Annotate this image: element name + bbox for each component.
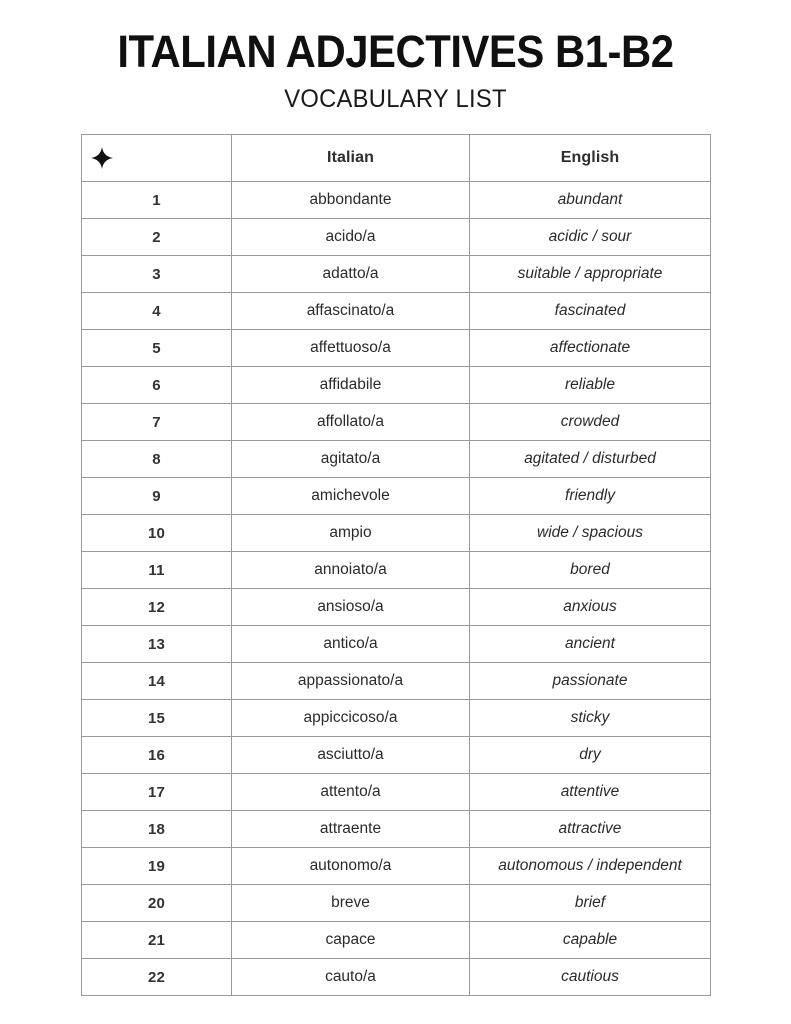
row-number: 18 bbox=[82, 811, 232, 848]
row-number: 20 bbox=[82, 885, 232, 922]
table-row bbox=[82, 626, 711, 663]
page-subtitle: VOCABULARY LIST bbox=[284, 85, 507, 113]
english-translation: dry bbox=[470, 737, 711, 774]
italian-word: amichevole bbox=[232, 478, 470, 515]
table-body bbox=[82, 182, 711, 996]
row-number: 10 bbox=[82, 515, 232, 552]
italian-word: antico/a bbox=[232, 626, 470, 663]
italian-word: capace bbox=[232, 922, 470, 959]
row-number: 16 bbox=[82, 737, 232, 774]
table-header-row bbox=[82, 135, 711, 182]
italian-word: affidabile bbox=[232, 367, 470, 404]
italian-word: abbondante bbox=[232, 182, 470, 219]
row-number: 21 bbox=[82, 922, 232, 959]
italian-word: affollato/a bbox=[232, 404, 470, 441]
table-row bbox=[82, 774, 711, 811]
row-number: 22 bbox=[82, 959, 232, 996]
italian-word: acido/a bbox=[232, 219, 470, 256]
english-translation: agitated / disturbed bbox=[470, 441, 711, 478]
row-number: 5 bbox=[82, 330, 232, 367]
english-translation: friendly bbox=[470, 478, 711, 515]
page-title: ITALIAN ADJECTIVES B1-B2 bbox=[117, 26, 674, 77]
row-number: 14 bbox=[82, 663, 232, 700]
italian-word: cauto/a bbox=[232, 959, 470, 996]
english-translation: cautious bbox=[470, 959, 711, 996]
row-number: 7 bbox=[82, 404, 232, 441]
italian-word: affettuoso/a bbox=[232, 330, 470, 367]
column-header-number bbox=[82, 135, 232, 182]
table-row bbox=[82, 589, 711, 626]
italian-word: ampio bbox=[232, 515, 470, 552]
english-translation: suitable / appropriate bbox=[470, 256, 711, 293]
table-header bbox=[82, 135, 711, 182]
table-row bbox=[82, 515, 711, 552]
table-row bbox=[82, 885, 711, 922]
row-number: 8 bbox=[82, 441, 232, 478]
english-translation: capable bbox=[470, 922, 711, 959]
english-translation: attractive bbox=[470, 811, 711, 848]
row-number: 4 bbox=[82, 293, 232, 330]
table-row bbox=[82, 737, 711, 774]
table-row bbox=[82, 404, 711, 441]
table-row bbox=[82, 478, 711, 515]
table-row bbox=[82, 441, 711, 478]
column-header-italian: Italian bbox=[232, 135, 470, 182]
italian-word: appassionato/a bbox=[232, 663, 470, 700]
table-row bbox=[82, 922, 711, 959]
row-number: 3 bbox=[82, 256, 232, 293]
english-translation: brief bbox=[470, 885, 711, 922]
table-row bbox=[82, 293, 711, 330]
english-translation: acidic / sour bbox=[470, 219, 711, 256]
english-translation: attentive bbox=[470, 774, 711, 811]
vocabulary-table bbox=[81, 134, 711, 996]
row-number: 2 bbox=[82, 219, 232, 256]
table-row bbox=[82, 182, 711, 219]
table-row bbox=[82, 256, 711, 293]
table-row bbox=[82, 219, 711, 256]
italian-word: appiccicoso/a bbox=[232, 700, 470, 737]
italian-word: adatto/a bbox=[232, 256, 470, 293]
table-row bbox=[82, 552, 711, 589]
table-row bbox=[82, 330, 711, 367]
table-row bbox=[82, 367, 711, 404]
english-translation: autonomous / independent bbox=[470, 848, 711, 885]
italian-word: breve bbox=[232, 885, 470, 922]
italian-word: affascinato/a bbox=[232, 293, 470, 330]
row-number: 17 bbox=[82, 774, 232, 811]
english-translation: reliable bbox=[470, 367, 711, 404]
table-row bbox=[82, 663, 711, 700]
italian-word: annoiato/a bbox=[232, 552, 470, 589]
row-number: 12 bbox=[82, 589, 232, 626]
row-number: 11 bbox=[82, 552, 232, 589]
row-number: 9 bbox=[82, 478, 232, 515]
italian-word: autonomo/a bbox=[232, 848, 470, 885]
english-translation: anxious bbox=[470, 589, 711, 626]
italian-word: asciutto/a bbox=[232, 737, 470, 774]
italian-word: agitato/a bbox=[232, 441, 470, 478]
table-row bbox=[82, 848, 711, 885]
row-number: 6 bbox=[82, 367, 232, 404]
english-translation: fascinated bbox=[470, 293, 711, 330]
title-block bbox=[0, 0, 791, 114]
row-number: 19 bbox=[82, 848, 232, 885]
english-translation: ancient bbox=[470, 626, 711, 663]
english-translation: abundant bbox=[470, 182, 711, 219]
table-row bbox=[82, 959, 711, 996]
english-translation: passionate bbox=[470, 663, 711, 700]
english-translation: crowded bbox=[470, 404, 711, 441]
italian-word: ansioso/a bbox=[232, 589, 470, 626]
english-translation: bored bbox=[470, 552, 711, 589]
four-point-star-icon bbox=[90, 146, 114, 170]
italian-word: attraente bbox=[232, 811, 470, 848]
english-translation: sticky bbox=[470, 700, 711, 737]
row-number: 1 bbox=[82, 182, 232, 219]
english-translation: wide / spacious bbox=[470, 515, 711, 552]
english-translation: affectionate bbox=[470, 330, 711, 367]
row-number: 15 bbox=[82, 700, 232, 737]
table-row bbox=[82, 700, 711, 737]
italian-word: attento/a bbox=[232, 774, 470, 811]
table-row bbox=[82, 811, 711, 848]
vocabulary-table-wrapper bbox=[81, 134, 710, 996]
row-number: 13 bbox=[82, 626, 232, 663]
column-header-english: English bbox=[470, 135, 711, 182]
